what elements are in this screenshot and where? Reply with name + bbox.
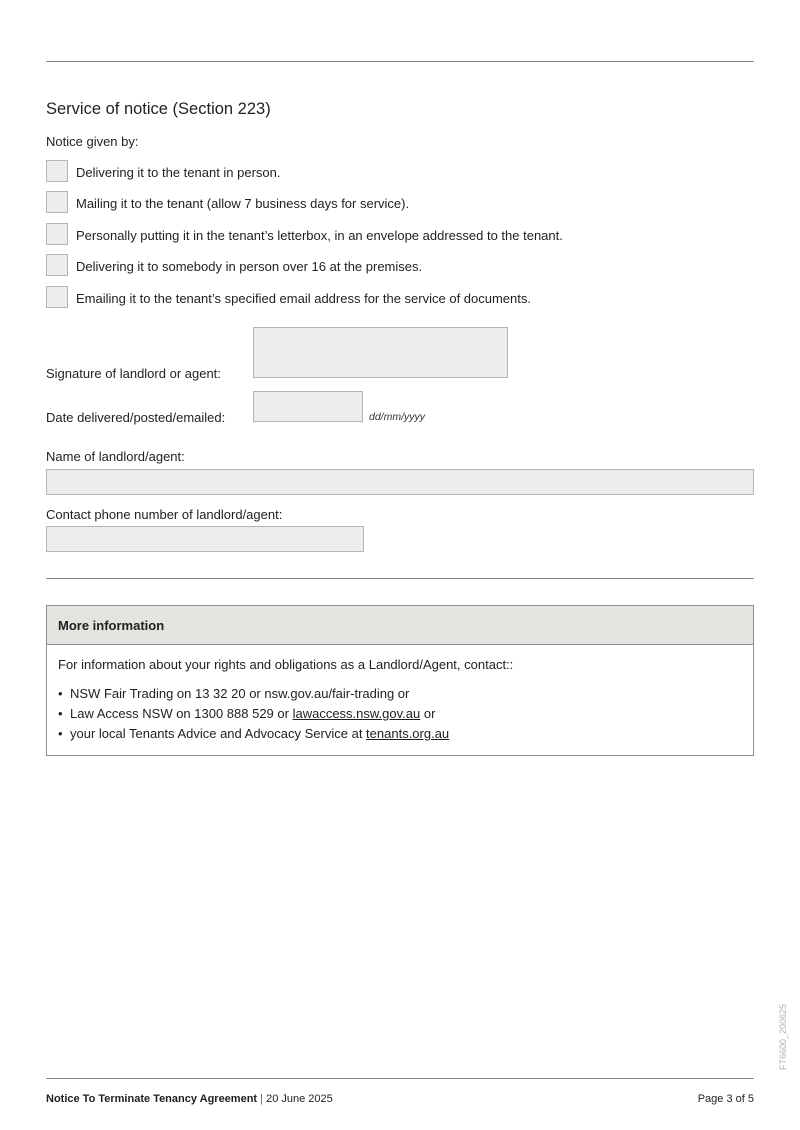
phone-field[interactable]	[46, 526, 364, 552]
checkbox-email[interactable]	[46, 286, 68, 308]
section-title: Service of notice (Section 223)	[46, 100, 271, 118]
contact-text: NSW Fair Trading on 13 32 20 or nsw.gov.au/fair-trading or	[70, 686, 410, 701]
name-field[interactable]	[46, 469, 754, 495]
list-item	[58, 684, 449, 704]
more-information-box	[46, 605, 754, 756]
list-item	[58, 724, 449, 744]
date-label: Date delivered/posted/emailed:	[46, 410, 226, 425]
footer-separator: |	[257, 1093, 267, 1105]
form-code: FT6600_200625	[778, 1003, 788, 1070]
notice-given-by-label: Notice given by:	[46, 134, 139, 149]
footer-doc-info	[46, 1093, 333, 1105]
footer-date: 20 June 2025	[266, 1093, 333, 1105]
contact-text-after: or	[420, 706, 436, 721]
option-label: Personally putting it in the tenant’s letterbox, in an envelope addressed to the tenant.	[76, 228, 563, 243]
option-label: Emailing it to the tenant’s specified email address for the service of documents.	[76, 291, 531, 306]
option-person-over-16	[46, 254, 746, 278]
list-item	[58, 704, 449, 724]
phone-label: Contact phone number of landlord/agent:	[46, 507, 283, 522]
section-divider	[46, 578, 754, 579]
lawaccess-link[interactable]: lawaccess.nsw.gov.au	[292, 706, 421, 721]
contact-text: Law Access NSW on 1300 888 529 or	[70, 706, 293, 721]
option-in-person	[46, 160, 746, 184]
checkbox-mailing[interactable]	[46, 191, 68, 213]
option-mailing	[46, 191, 746, 215]
contact-list	[58, 684, 449, 744]
date-format-hint: dd/mm/yyyy	[369, 411, 426, 423]
contact-text: your local Tenants Advice and Advocacy Service at	[70, 726, 367, 741]
checkbox-person-over-16[interactable]	[46, 254, 68, 276]
bullet-icon: •	[58, 706, 63, 721]
footer-divider	[46, 1078, 754, 1079]
date-field[interactable]	[253, 391, 363, 422]
bullet-icon: •	[58, 726, 63, 741]
checkbox-letterbox[interactable]	[46, 223, 68, 245]
option-letterbox	[46, 223, 746, 247]
signature-field[interactable]	[253, 327, 508, 378]
option-label: Mailing it to the tenant (allow 7 business days for service).	[76, 196, 410, 211]
bullet-icon: •	[58, 686, 63, 701]
checkbox-in-person[interactable]	[46, 160, 68, 182]
page-number: Page 3 of 5	[697, 1093, 754, 1105]
more-information-heading: More information	[47, 606, 753, 645]
tenants-link[interactable]: tenants.org.au	[366, 726, 450, 741]
more-information-intro: For information about your rights and obligations as a Landlord/Agent, contact::	[58, 657, 514, 672]
signature-label: Signature of landlord or agent:	[46, 366, 221, 381]
name-label: Name of landlord/agent:	[46, 449, 185, 464]
top-divider	[46, 61, 754, 62]
option-label: Delivering it to the tenant in person.	[76, 165, 281, 180]
option-label: Delivering it to somebody in person over 16 at the premises.	[76, 259, 423, 274]
option-email	[46, 286, 746, 310]
footer-doc-title: Notice To Terminate Tenancy Agreement	[46, 1093, 258, 1105]
